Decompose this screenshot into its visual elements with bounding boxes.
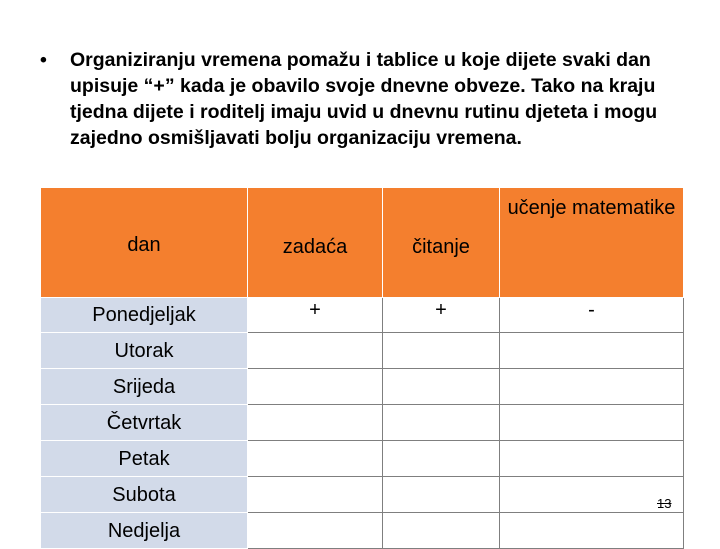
table-row: [41, 369, 684, 405]
value-cell: [383, 405, 500, 441]
value-cell: [383, 441, 500, 477]
value-cell: +: [383, 298, 500, 333]
header-dan: dan: [41, 188, 248, 298]
value-cell: +: [248, 298, 383, 333]
header-zadaca: zadaća: [248, 188, 383, 298]
day-cell: Utorak: [41, 333, 248, 369]
table-row: [41, 405, 684, 441]
value-cell: [500, 477, 684, 513]
bullet-text: Organiziranju vremena pomažu i tablice u koje dijete svaki dan upisuje “+” kada je obavilo svoje dnevne obveze. Tako na kraju tjedna dijete i roditelj imaju uvid u dnevnu rutinu djeteta i mogu zajedno osmišljavati bolju organizaciju vremena.: [70, 49, 658, 149]
table-row: [41, 477, 684, 513]
value-cell: [248, 369, 383, 405]
table-row: [41, 298, 684, 333]
header-ucenje-matematike: učenje matematike: [500, 188, 684, 298]
value-cell: [248, 405, 383, 441]
value-cell: [383, 477, 500, 513]
value-cell: -: [500, 298, 684, 333]
value-cell: [248, 333, 383, 369]
table-row: [41, 513, 684, 549]
value-cell: [383, 513, 500, 549]
value-cell: [500, 405, 684, 441]
day-cell: Petak: [41, 441, 248, 477]
day-cell: Četvrtak: [41, 405, 248, 441]
value-cell: [500, 369, 684, 405]
page-number: 13: [657, 496, 672, 511]
bullet-paragraph: [40, 47, 680, 151]
day-cell: Subota: [41, 477, 248, 513]
weekly-schedule-table: [40, 187, 684, 549]
table-row: [41, 441, 684, 477]
table-row: [41, 333, 684, 369]
bullet-marker: •: [40, 49, 47, 71]
table-header-row: [41, 188, 684, 298]
value-cell: [500, 441, 684, 477]
value-cell: [248, 513, 383, 549]
value-cell: [383, 369, 500, 405]
value-cell: [248, 477, 383, 513]
day-cell: Ponedjeljak: [41, 298, 248, 333]
day-cell: Nedjelja: [41, 513, 248, 549]
value-cell: [248, 441, 383, 477]
value-cell: [500, 333, 684, 369]
header-citanje: čitanje: [383, 188, 500, 298]
value-cell: [383, 333, 500, 369]
day-cell: Srijeda: [41, 369, 248, 405]
value-cell: [500, 513, 684, 549]
